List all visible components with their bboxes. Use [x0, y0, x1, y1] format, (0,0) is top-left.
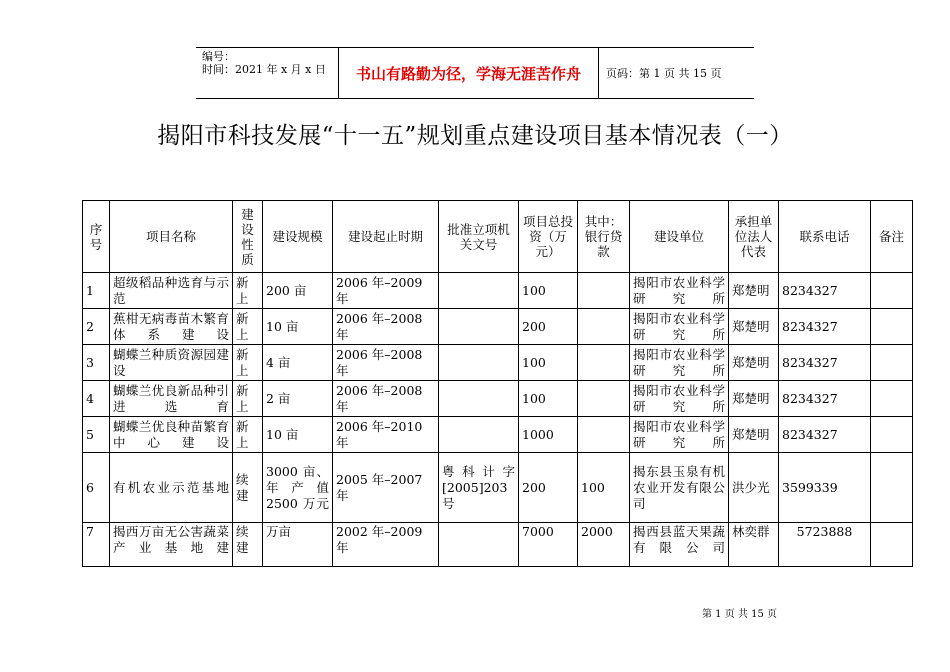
cell-loan: [578, 345, 630, 381]
cell-period: 2006 年–2008 年: [333, 381, 439, 417]
page-footer: 第 1 页 共 15 页: [702, 609, 777, 620]
cell-phone: 8234327: [779, 381, 871, 417]
cell-scale: 200 亩: [263, 273, 333, 309]
header-scale: 建设规模: [263, 201, 333, 273]
cell-scale: 3000 亩、年产值 2500 万元: [263, 453, 333, 523]
header-remark: 备注: [871, 201, 913, 273]
cell-period: 2006 年–2008 年: [333, 309, 439, 345]
header-phone: 联系电话: [779, 201, 871, 273]
cell-phone: 3599339: [779, 453, 871, 523]
cell-period: 2006 年–2008 年: [333, 345, 439, 381]
cell-nature: 新上: [233, 417, 263, 453]
table-row: [83, 523, 913, 567]
cell-legal: 洪少光: [729, 453, 779, 523]
cell-scale: 4 亩: [263, 345, 333, 381]
cell-loan: [578, 273, 630, 309]
cell-seq: 7: [83, 523, 110, 567]
cell-investment: 7000: [519, 523, 578, 567]
header-loan: 其中：银行贷款: [578, 201, 630, 273]
cell-remark: [871, 453, 913, 523]
cell-legal: 郑楚明: [729, 345, 779, 381]
cell-approval: [439, 381, 519, 417]
cell-seq: 3: [83, 345, 110, 381]
cell-unit: 揭阳市农业科学研究所: [630, 345, 729, 381]
cell-phone: 8234327: [779, 273, 871, 309]
cell-investment: 100: [519, 381, 578, 417]
cell-scale: 10 亩: [263, 417, 333, 453]
table-header-row: [83, 201, 913, 273]
cell-name: 揭西万亩无公害蔬菜产业基地建: [110, 523, 233, 567]
cell-remark: [871, 523, 913, 567]
cell-approval: [439, 523, 519, 567]
motto: 书山有路勤为径，学海无涯苦作舟: [339, 48, 599, 98]
cell-loan: [578, 381, 630, 417]
cell-scale: 10 亩: [263, 309, 333, 345]
cell-legal: 郑楚明: [729, 417, 779, 453]
cell-investment: 1000: [519, 417, 578, 453]
cell-remark: [871, 345, 913, 381]
cell-legal: 郑楚明: [729, 273, 779, 309]
cell-seq: 4: [83, 381, 110, 417]
header-unit: 建设单位: [630, 201, 729, 273]
header-meta: [196, 48, 339, 98]
cell-loan: 2000: [578, 523, 630, 567]
cell-legal: 林奕群: [729, 523, 779, 567]
cell-investment: 100: [519, 345, 578, 381]
cell-approval: [439, 309, 519, 345]
header-investment: 项目总投资（万元）: [519, 201, 578, 273]
cell-legal: 郑楚明: [729, 309, 779, 345]
table-row: [83, 273, 913, 309]
cell-period: 2005 年–2007 年: [333, 453, 439, 523]
cell-approval: [439, 273, 519, 309]
cell-scale: 2 亩: [263, 381, 333, 417]
cell-investment: 100: [519, 273, 578, 309]
cell-nature: 新上: [233, 345, 263, 381]
cell-name: 蝴蝶兰优良新品种引进选育: [110, 381, 233, 417]
cell-remark: [871, 273, 913, 309]
cell-loan: [578, 309, 630, 345]
cell-phone: 8234327: [779, 309, 871, 345]
time-label: 时间：2021 年 x 月 x 日: [202, 63, 326, 76]
cell-period: 2006 年–2009 年: [333, 273, 439, 309]
cell-remark: [871, 309, 913, 345]
cell-period: 2006 年–2010 年: [333, 417, 439, 453]
cell-unit: 揭西县蓝天果蔬有限公司: [630, 523, 729, 567]
cell-name: 蝴蝶兰种质资源园建设: [110, 345, 233, 381]
cell-unit: 揭阳市农业科学研究所: [630, 309, 729, 345]
number-label: 编号：: [202, 50, 235, 63]
cell-seq: 1: [83, 273, 110, 309]
cell-approval: 粤科计字[2005]203 号: [439, 453, 519, 523]
table-row: [83, 417, 913, 453]
cell-nature: 新上: [233, 273, 263, 309]
cell-nature: 续建: [233, 523, 263, 567]
cell-seq: 6: [83, 453, 110, 523]
cell-period: 2002 年–2009 年: [333, 523, 439, 567]
cell-phone: 8234327: [779, 345, 871, 381]
document-title: 揭阳市科技发展“十一五”规划重点建设项目基本情况表（一）: [157, 123, 793, 149]
table-row: [83, 345, 913, 381]
document-header: [196, 47, 754, 99]
header-approval: 批准立项机关文号: [439, 201, 519, 273]
cell-name: 有机农业示范基地: [110, 453, 233, 523]
cell-name: 超级稻品种选育与示范: [110, 273, 233, 309]
cell-loan: [578, 417, 630, 453]
page-info: 页码：第 1 页 共 15 页: [606, 67, 722, 80]
table-row: [83, 309, 913, 345]
cell-remark: [871, 381, 913, 417]
cell-seq: 2: [83, 309, 110, 345]
cell-investment: 200: [519, 309, 578, 345]
cell-phone: 8234327: [779, 417, 871, 453]
cell-name: 蝴蝶兰优良种苗繁育中心建设: [110, 417, 233, 453]
cell-loan: 100: [578, 453, 630, 523]
header-period: 建设起止时期: [333, 201, 439, 273]
cell-phone: 5723888: [779, 523, 871, 567]
cell-remark: [871, 417, 913, 453]
table-row: [83, 381, 913, 417]
cell-scale: 万亩: [263, 523, 333, 567]
cell-nature: 新上: [233, 381, 263, 417]
table-row: [83, 453, 913, 523]
header-name: 项目名称: [110, 201, 233, 273]
cell-seq: 5: [83, 417, 110, 453]
cell-unit: 揭东县玉泉有机农业开发有限公司: [630, 453, 729, 523]
cell-investment: 200: [519, 453, 578, 523]
cell-name: 蕉柑无病毒苗木繁育体系建设: [110, 309, 233, 345]
header-legal: 承担单位法人代表: [729, 201, 779, 273]
cell-nature: 续建: [233, 453, 263, 523]
cell-legal: 郑楚明: [729, 381, 779, 417]
cell-approval: [439, 345, 519, 381]
header-nature: 建设性质: [233, 201, 263, 273]
header-seq: 序号: [83, 201, 110, 273]
cell-nature: 新上: [233, 309, 263, 345]
project-table: [82, 200, 913, 567]
cell-approval: [439, 417, 519, 453]
cell-unit: 揭阳市农业科学研究所: [630, 417, 729, 453]
cell-unit: 揭阳市农业科学研究所: [630, 273, 729, 309]
cell-unit: 揭阳市农业科学研究所: [630, 381, 729, 417]
